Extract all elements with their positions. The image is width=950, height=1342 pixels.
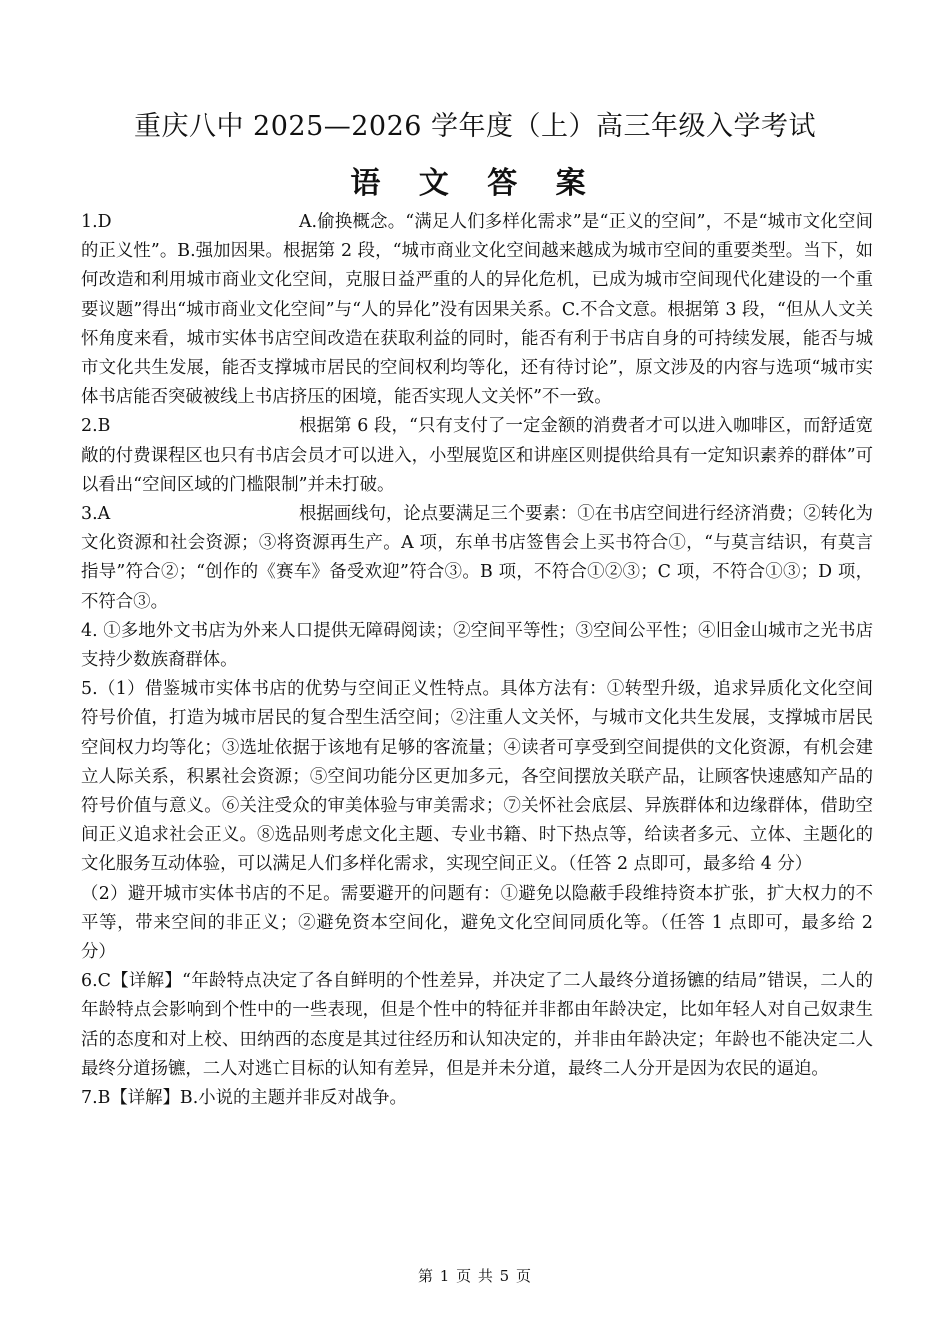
answer-item-3 [81, 500, 873, 617]
answer-item-2 [81, 412, 873, 500]
page-footer: 第 1 页 共 5 页 [418, 1267, 532, 1285]
answer-item-4: 4. ①多地外文书店为外来人口提供无障碍阅读；②空间平等性；③空间公平性；④旧金山城市之光书店支持少数族裔群体。 [81, 620, 873, 671]
answer-item-1 [81, 208, 873, 412]
answer-text: 根据第 6 段，“只有支付了一定金额的消费者才可以进入咖啡区，而舒适宽敞的付费课程区也只有书店会员才可以进入，小型展览区和讲座区则提供给具有一定知识素养的群体”可以看出“空间区域的门槛限制”并未打破。 [81, 416, 873, 495]
answer-number: 2.B [81, 416, 111, 437]
answer-number: 1.D [81, 212, 112, 232]
document-title: 重庆八中 2025—2026 学年度（上）高三年级入学考试 [133, 111, 817, 142]
answer-text: 根据画线句，论点要满足三个要素：①在书店空间进行经济消费；②转化为文化资源和社会资源；③将资源再生产。A 项，东单书店签售会上买书符合①，“与莫言结识，有莫言指导”符合②；“创作的《赛车》备受欢迎”符合③。B 项，不符合①②③；C 项，不符合①③；D 项，不符合③。 [81, 504, 873, 612]
answer-text: A.偷换概念。“满足人们多样化需求”是“正义的空间”，不是“城市文化空间的正义性”。B.强加因果。根据第 2 段，“城市商业文化空间越来越成为城市空间的重要类型。当下，如何改造和利用城市商业文化空间，克服日益严重的人的异化危机，已成为城市空间现代化建设的一个重要议题”得出“城市商业文化空间”与“人的异化”没有因果关系。C.不合文意。根据第 3 段，“但从人文关怀角度来看，城市实体书店空间改造在获取利益的同时，能否有利于书店自身的可持续发展，能否与城市文化共生发展，能否支撑城市居民的空间权利均等化，还有待讨论”，原文涉及的内容与选项“城市实体书店能否突破被线上书店挤压的困境，能否实现人文关怀”不一致。 [81, 212, 873, 408]
answer-item-6: 6.C【详解】“年龄特点决定了各自鲜明的个性差异，并决定了二人最终分道扬镳的结局”错误，二人的年龄特点会影响到个性中的一些表现，但是个性中的特征并非都由年龄决定，比如年轻人对自己奴隶生活的态度和对上校、田纳西的态度是其过往经历和认知决定的，并非由年龄决定；年龄也不能决定二人最终分道扬镳，二人对逃亡目标的认知有差异，但是并未分道，最终二人分开是因为农民的逼迫。 [81, 971, 873, 1079]
answer-number: 3.A [81, 504, 111, 525]
answer-item-5-part2: （2）避开城市实体书店的不足。需要避开的问题有：①避免以隐蔽手段维持资本扩张，扩大权力的不平等，带来空间的非正义；②避免资本空间化，避免文化空间同质化等。（任答 1 点即可，最多给 2 分） [81, 883, 873, 963]
document-subtitle: 语 文 答 案 [350, 166, 600, 201]
answer-item-5-part1: 5.（1）借鉴城市实体书店的优势与空间正义性特点。具体方法有：①转型升级，追求异质化文化空间符号价值，打造为城市居民的复合型生活空间；②注重人文关怀，与城市文化共生发展，支撑城市居民空间权力均等化；③选址依据于该地有足够的客流量；④读者可享受到空间提供的文化资源，有机会建立人际关系，积累社会资源；⑤空间功能分区更加多元，各空间摆放关联产品，让顾客快速感知产品的符号价值与意义。⑥关注受众的审美体验与审美需求；⑦关怀社会底层、异族群体和边缘群体，借助空间正义追求社会正义。⑧选品则考虑文化主题、专业书籍、时下热点等，给读者多元、立体、主题化的文化服务互动体验，可以满足人们多样化需求，实现空间正义。（任答 2 点即可，最多给 4 分） [81, 679, 873, 875]
answer-content [81, 208, 873, 1113]
answer-item-7: 7.B【详解】B.小说的主题并非反对战争。 [81, 1088, 407, 1109]
